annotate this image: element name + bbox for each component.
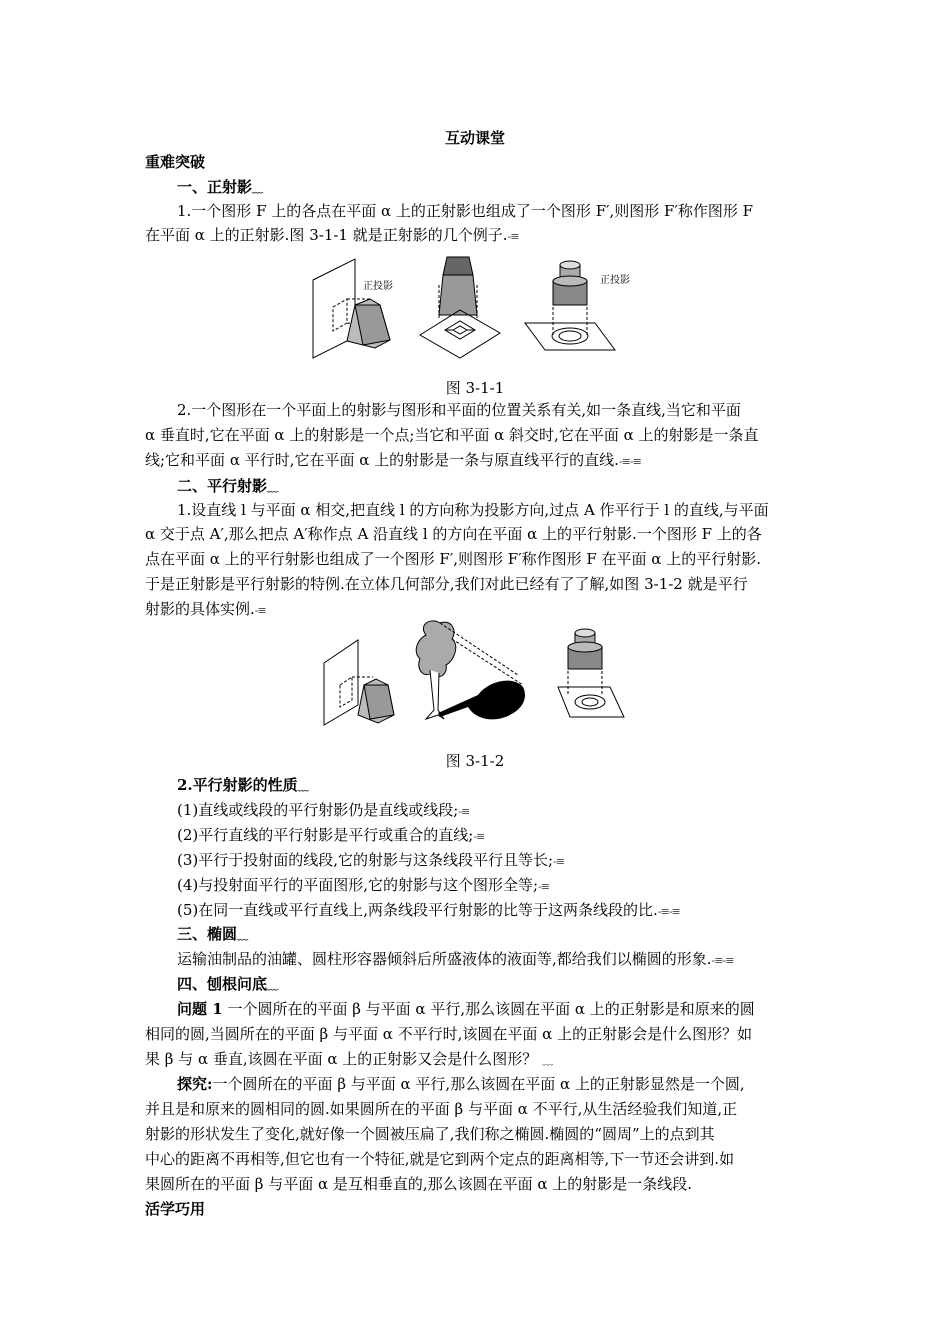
question-line: 果 β 与 α 垂直,该圆在平面 α 上的正射影又会是什么图形？ ﹏ (145, 1050, 553, 1068)
paragraph-line: 运输油制品的油罐、圆柱形容器倾斜后所盛液体的液面等,都给我们以椭圆的形象.-≡-≡ (177, 950, 734, 968)
heading-properties: 2.平行射影的性质﹏ (177, 776, 308, 794)
page-title: 互动课堂 (444, 129, 505, 147)
heading-deep-dive: 四、刨根问底﹏ (177, 975, 278, 993)
property-item: (3)平行于投射面的线段,它的射影与这条线段平行且等长;-≡ (177, 851, 565, 869)
fig1-label-left: 正投影 (363, 281, 393, 292)
answer-line: 探究:一个圆所在的平面 β 与平面 α 平行,那么该圆在平面 α 上的正射影显然是一个圆, (177, 1075, 745, 1093)
paragraph-line: 点在平面 α 上的平行射影也组成了一个图形 F′,则图形 F′称作图形 F 在平面 α 上的平行射影. (145, 550, 761, 568)
paragraph-line: 1.一个图形 F 上的各点在平面 α 上的正射影也组成了一个图形 F′,则图形 F′称作图形 F (177, 202, 754, 220)
question-line: 问题 1 一个圆所在的平面 β 与平面 α 平行,那么该圆在平面 α 上的正射影是和原来的圆 (177, 1000, 755, 1018)
question-line: 相同的圆,当圆所在的平面 β 与平面 α 不平行时,该圆在平面 α 上的正射影会是什么图形？如 (145, 1025, 753, 1043)
figure-3-1-2 (318, 615, 628, 730)
paragraph-line: 线;它和平面 α 平行时,它在平面 α 上的射影是一条与原直线平行的直线.-≡-≡ (145, 451, 641, 469)
fig1-label-right: 正投影 (600, 275, 630, 286)
figure-3-1-1 (305, 245, 630, 365)
answer-line: 果圆所在的平面 β 与平面 α 是互相垂直的,那么该圆在平面 α 上的射影是一条线段. (145, 1175, 693, 1193)
section-heading: 重难突破 (145, 153, 206, 171)
heading-orthographic: 一、正射影﹏ (177, 178, 263, 196)
figure-caption: 图 3-1-2 (445, 752, 505, 770)
property-item: (5)在同一直线或平行直线上,两条线段平行射影的比等于这两条线段的比.-≡-≡ (177, 901, 680, 919)
paragraph-line: 1.设直线 l 与平面 α 相交,把直线 l 的方向称为投影方向,过点 A 作平行于 l 的直线,与平面 (177, 501, 769, 519)
property-item: (1)直线或线段的平行射影仍是直线或线段;-≡ (177, 801, 470, 819)
paragraph-line: 于是正射影是平行射影的特例.在立体几何部分,我们对此已经有了了解,如图 3-1-2 就是平行 (145, 575, 748, 593)
answer-line: 中心的距离不再相等,但它也有一个特征,就是它到两个定点的距离相等,下一节还会讲到.如 (145, 1150, 735, 1168)
property-item: (2)平行直线的平行射影是平行或重合的直线;-≡ (177, 826, 485, 844)
paragraph-line: α 交于点 A′,那么把点 A′称作点 A 沿直线 l 的方向在平面 α 上的平行射影.一个图形 F 上的各 (145, 525, 762, 543)
heading-parallel: 二、平行射影﹏ (177, 477, 278, 495)
answer-line: 射影的形状发生了变化,就好像一个圆被压扁了,我们称之椭圆.椭圆的“圆周”上的点到其 (145, 1125, 715, 1143)
paragraph-line: 在平面 α 上的正射影.图 3-1-1 就是正射影的几个例子.-≡ (145, 226, 519, 244)
answer-line: 并且是和原来的圆相同的圆.如果圆所在的平面 β 与平面 α 不平行,从生活经验我们知道,正 (145, 1100, 738, 1118)
paragraph-line: 2.一个图形在一个平面上的射影与图形和平面的位置关系有关,如一条直线,当它和平面 (177, 401, 741, 419)
section-heading: 活学巧用 (145, 1200, 206, 1218)
heading-ellipse: 三、椭圆﹏ (177, 925, 248, 943)
paragraph-line: α 垂直时,它在平面 α 上的射影是一个点;当它和平面 α 斜交时,它在平面 α 上的射影是一条直 (145, 426, 759, 444)
figure-caption: 图 3-1-1 (445, 379, 505, 397)
property-item: (4)与投射面平行的平面图形,它的射影与这个图形全等;-≡ (177, 876, 550, 894)
paragraph-line: 射影的具体实例.-≡ (145, 600, 266, 618)
